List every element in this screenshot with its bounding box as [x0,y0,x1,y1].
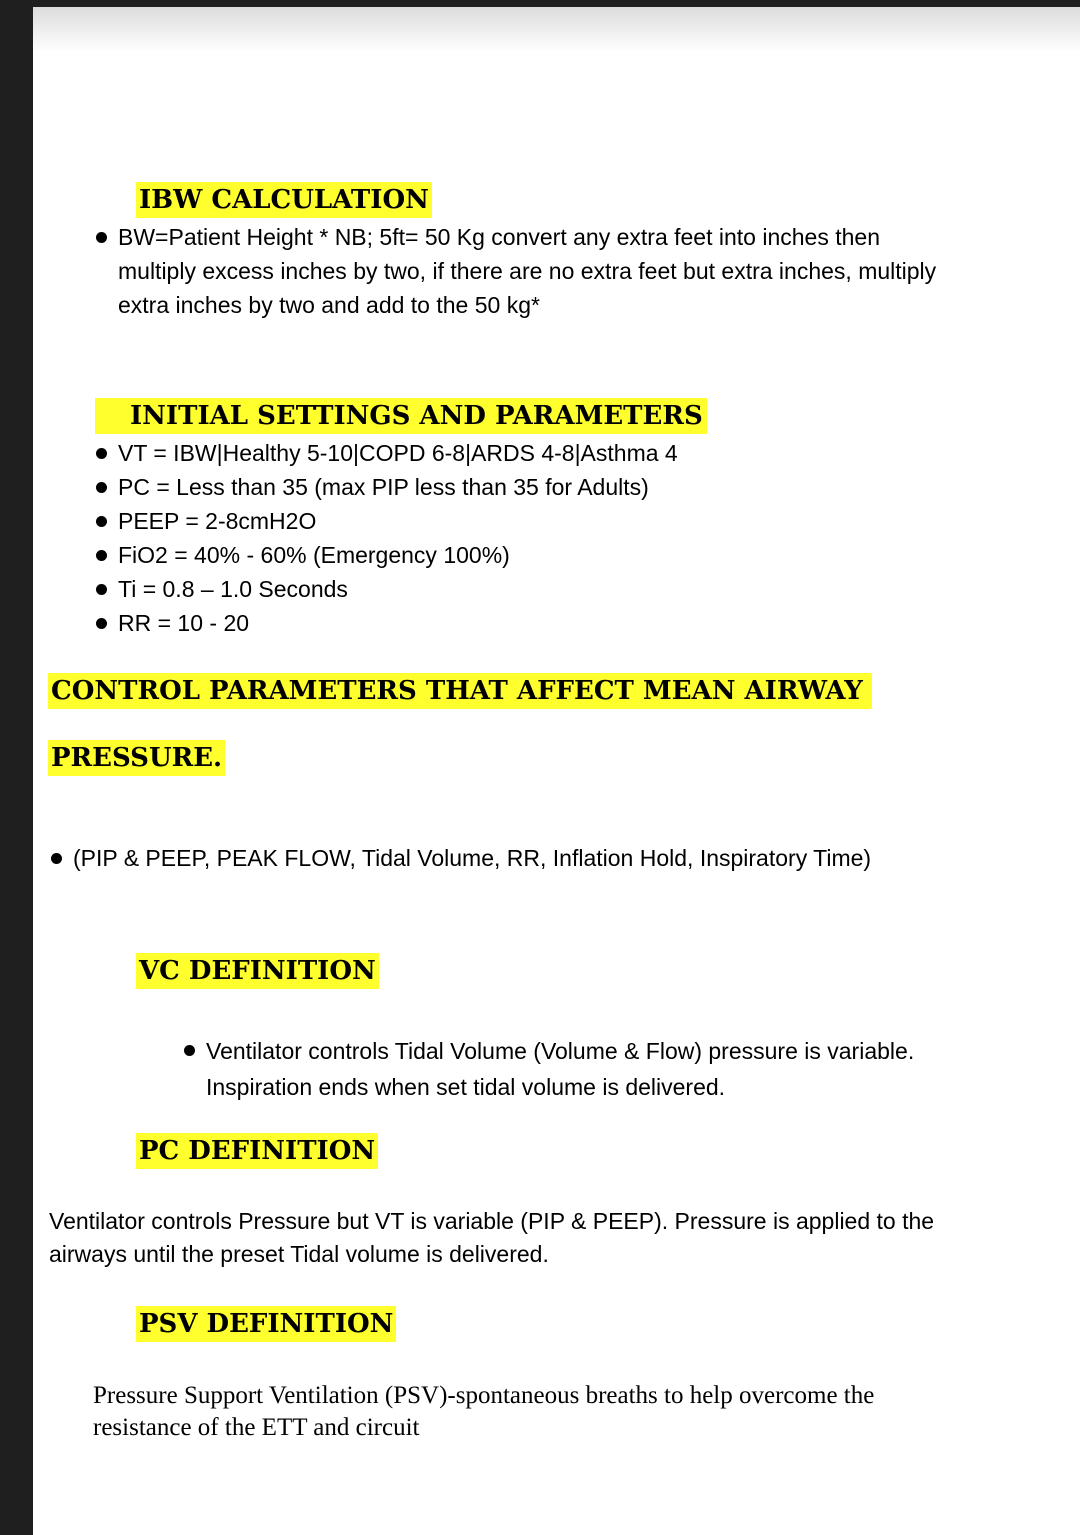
initial-settings-item-text: PEEP = 2-8cmH2O [118,508,317,534]
vc-bullet-text: Ventilator controls Tidal Volume (Volume & Flow) pressure is variable. Inspiration ends when set tidal volume is delivered. [206,1038,915,1100]
ibw-list [96,220,976,322]
psv-definition-text: Pressure Support Ventilation (PSV)-spontaneous breaths to help overcome the resistance of the ETT and circuit [93,1382,875,1441]
control-bullet-text: (PIP & PEEP, PEAK FLOW, Tidal Volume, RR, Inflation Hold, Inspiratory Time) [73,845,872,871]
list-item [96,470,796,504]
initial-settings-heading: INITIAL SETTINGS AND PARAMETERS [95,398,707,434]
bullet-icon [51,853,62,864]
list-item [184,1033,984,1105]
bullet-icon [96,618,107,629]
list-item [51,841,951,875]
initial-settings-item-text: VT = IBW|Healthy 5-10|COPD 6-8|ARDS 4-8|Asthma 4 [118,440,678,466]
bullet-icon [96,550,107,561]
initial-settings-item-text: RR = 10 - 20 [118,610,250,636]
psv-definition-heading: PSV DEFINITION [136,1306,396,1342]
bullet-icon [96,482,107,493]
list-item [96,504,796,538]
control-parameters-heading: CONTROL PARAMETERS THAT AFFECT MEAN AIRWAY [48,673,872,709]
document-page [33,7,1080,1535]
initial-settings-list [96,436,796,640]
list-item [96,436,796,470]
vc-definition-list [184,1033,984,1105]
pc-definition-heading: PC DEFINITION [136,1133,378,1169]
bullet-icon [96,516,107,527]
ibw-heading: IBW CALCULATION [136,182,432,218]
initial-settings-item-text: Ti = 0.8 – 1.0 Seconds [118,576,348,602]
initial-settings-item-text: FiO2 = 40% - 60% (Emergency 100%) [118,542,510,568]
list-item [96,606,796,640]
pc-definition-text: Ventilator controls Pressure but VT is variable (PIP & PEEP). Pressure is applied to the airways until the preset Tidal volume is delivered. [49,1208,935,1267]
bullet-icon [96,584,107,595]
bullet-icon [96,232,107,243]
initial-settings-item-text: PC = Less than 35 (max PIP less than 35 for Adults) [118,474,649,500]
bullet-icon [96,448,107,459]
bullet-icon [184,1045,195,1056]
list-item [96,538,796,572]
vc-definition-heading: VC DEFINITION [136,953,379,989]
list-item [96,572,796,606]
list-item [96,220,976,322]
ibw-bullet-text: BW=Patient Height * NB; 5ft= 50 Kg convert any extra feet into inches then multiply excess inches by two, if there are no extra feet but extra inches, multiply extra inches by two and add to the 50 kg* [118,224,937,318]
window-top-edge [0,0,1080,7]
window-left-edge [0,0,33,1535]
control-parameters-list [51,841,951,875]
control-parameters-heading-cont: PRESSURE. [48,740,225,776]
